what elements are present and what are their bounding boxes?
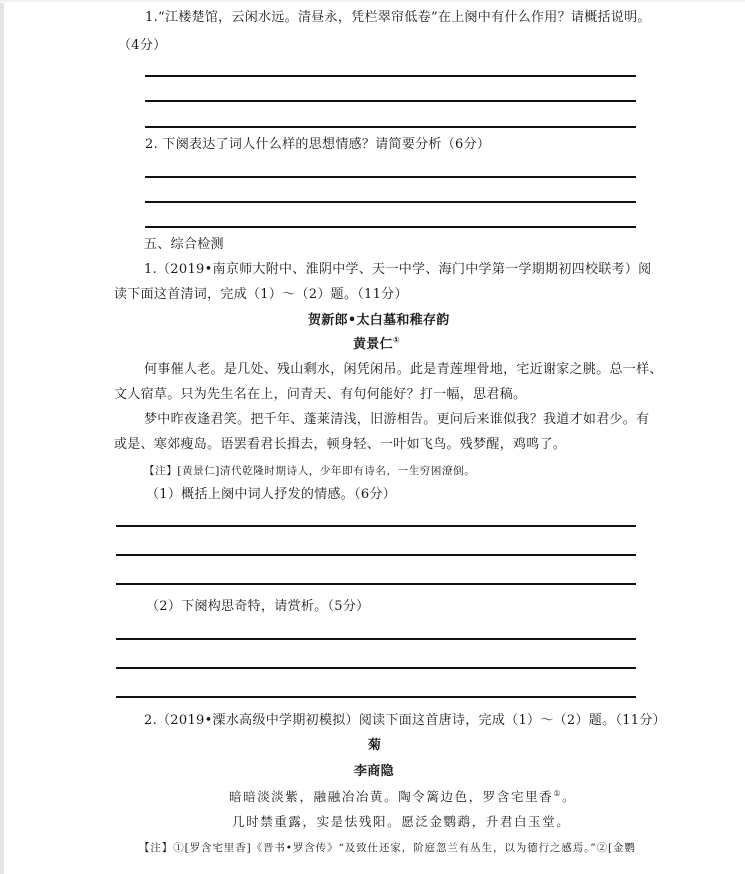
- poem-2-line-end: 。: [562, 789, 577, 804]
- poem-2-line-text: 暗暗淡淡紫，融融冶冶黄。陶令篱边色，罗含宅里香: [229, 789, 554, 804]
- section-heading: 五、综合检测: [144, 237, 224, 252]
- sub-question-2: （2）下阕构思奇特，请赏析。（5分）: [146, 599, 370, 614]
- answer-line[interactable]: [116, 554, 636, 556]
- problem-1-intro-cont: 读下面这首清词，完成（1）～（2）题。（11分）: [114, 287, 408, 302]
- poem-1-line: 文人宿草。只为先生名在上，问青天、有句何能好？打一幅，思君稿。: [114, 387, 527, 402]
- poem-1-line: 何事催人老。是几处、残山剩水，闲凭闲吊。此是青莲埋骨地，宅近谢家之朓。总一样、: [144, 362, 663, 377]
- poem-1-author: [353, 337, 400, 353]
- footnote-marker: ①: [392, 335, 400, 345]
- answer-line[interactable]: [116, 525, 636, 527]
- answer-line[interactable]: [145, 201, 636, 203]
- footnote-marker: ①: [553, 788, 563, 798]
- question-2-text: 2. 下阕表达了词人什么样的思想情感？请简要分析（6分）: [145, 137, 491, 152]
- poem-1-title: 贺新郎•太白墓和稚存韵: [308, 313, 450, 328]
- poem-1-line: 或是、寒郊瘦岛。语罢看君长揖去，顿身轻、一叶如飞鸟。残梦醒，鸡鸣了。: [114, 437, 567, 452]
- poem-2-line: 几时禁重露，实是怯残阳。愿泛金鹦鹉，升君白玉堂。: [232, 814, 571, 829]
- poem-2-line: [229, 789, 576, 805]
- poem-2-title: 菊: [368, 738, 382, 753]
- sub-question-1: （1）概括上阕中词人抒发的情感。（6分）: [146, 487, 397, 502]
- answer-line[interactable]: [145, 226, 636, 228]
- answer-line[interactable]: [145, 176, 636, 178]
- answer-line[interactable]: [145, 126, 636, 128]
- poem-2-note: 【注】①[罗含宅里香]《晋书•罗含传》“及致仕还家，阶庭忽兰有丛生，以为德行之感焉。”②[金鹦: [139, 842, 636, 854]
- answer-line[interactable]: [116, 696, 636, 698]
- question-1-score: （4分）: [118, 38, 167, 53]
- answer-line[interactable]: [116, 667, 636, 669]
- poem-1-note: 【注】[黄景仁]清代乾隆时期诗人，少年即有诗名，一生穷困潦倒。: [144, 465, 476, 477]
- answer-line[interactable]: [116, 583, 636, 585]
- answer-line[interactable]: [116, 638, 636, 640]
- poem-1-line: 梦中昨夜逢君笑。把千年、蓬莱清浅，旧游相告。更问后来谁似我？我道才如君少。有: [144, 412, 650, 427]
- problem-2-intro: 2.（2019•溧水高级中学期初模拟）阅读下面这首唐诗，完成（1）～（2）题。（11分）: [144, 713, 666, 728]
- answer-line[interactable]: [145, 100, 636, 102]
- question-1-text: 1.“江楼楚馆，云闲水远。清昼永，凭栏翠帘低卷”在上阕中有什么作用？请概括说明。: [145, 10, 651, 25]
- page-left-gutter: [0, 0, 4, 874]
- poem-1-author-name: 黄景仁: [353, 337, 393, 352]
- answer-line[interactable]: [145, 75, 636, 77]
- page-top-edge: [0, 0, 745, 3]
- poem-2-author: 李商隐: [354, 764, 394, 779]
- problem-1-intro: 1.（2019•南京师大附中、淮阴中学、天一中学、海门中学第一学期期初四校联考）阅: [144, 262, 652, 277]
